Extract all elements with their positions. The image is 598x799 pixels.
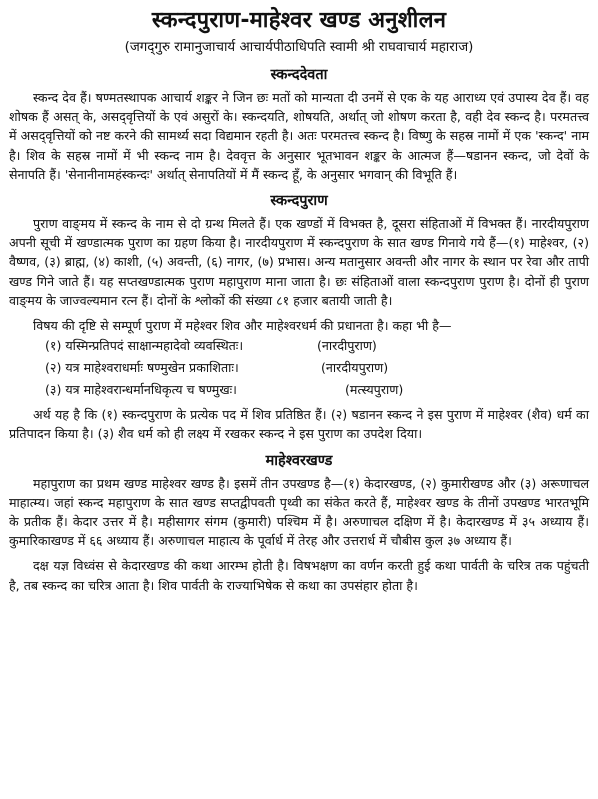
paragraph: स्कन्द देव हैं। षण्मतस्थापक आचार्य शङ्कर ने जिन छः मतों को मान्यता दी उनमें से एक के यह आराध्य एवं उपास्य देव हैं। वह शोषक हैं असत्‌ के, असद्‌वृत्तियों के एवं असुरों के। स्कन्दयति, शोषयति, अर्थात्‌ जो शोषण करता है, वही देव स्कन्द है। परमतत्त्व में असद्‌वृत्तियों को नष्ट करने की सामर्थ्य सदा विद्यमान रहती है। अतः परमतत्त्व स्कन्द है। विष्णु के सहस्र नामों में एक 'स्कन्द' नाम है। शिव के सहस्र नामों में भी स्कन्द नाम है। देववृत्त के अनुसार भूतभावन शङ्कर के आत्मज हैं—षडानन स्कन्द, जो देवों के सेनापति हैं। 'सेनानीनामहंस्कन्दः' अर्थात्‌ सेनापतियों में मैं स्कन्द हूँ, के अनुसार भगवान्‌ की विभूति हैं। [9, 90, 589, 182]
section-heading: स्कन्दपुराण [270, 193, 328, 210]
section-heading: माहेश्वरखण्ड [265, 452, 333, 469]
paragraph: महापुराण का प्रथम खण्ड माहेश्वर खण्ड है। इसमें तीन उपखण्ड है—(१) केदारखण्ड, (२) कुमारीखण्ड और (३) अरूणाचल माहात्म्य। जहां स्कन्द महापुराण के सात खण्ड सप्तद्वीपवती पृथ्वी का संकेत करते हैं, माहेश्वर खण्ड के तीनों उपखण्ड भारतभूमि के प्रतीक हैं। केदार उत्तर में है। महीसागर संगम (कुमारी) पश्चिम में है। अरुणाचल दक्षिण में है। केदारखण्ड में ३५ अध्याय हैं। कुमारिकाखण्ड में ६६ अध्याय हैं। अरुणाचल माहात्य के पूर्वार्ध में तेरह और उत्तरार्ध में चौबीस कुल ३७ अध्याय हैं। [9, 475, 589, 549]
page-title: स्कन्दपुराण-माहेश्वर खण्ड अनुशीलन [151, 8, 447, 33]
page-subtitle: (जगद्‌गुरु रामानुजाचार्य आचार्यपीठाधिपति स्वामी श्री राघवाचार्य महाराज) [124, 40, 474, 55]
verse-line [9, 335, 589, 357]
section-skandapurana [9, 190, 589, 444]
verse-line [9, 357, 589, 379]
verse-line [9, 379, 589, 401]
section-maheshwarkhand [9, 450, 589, 595]
paragraph: अर्थ यह है कि (१) स्कन्दपुराण के प्रत्येक पद में शिव प्रतिष्ठित हैं। (२) षडानन स्कन्द ने इस पुराण में माहेश्वर (शैव) धर्म का प्रतिपादन किया है। (३) शैव धर्म को ही लक्ष्य में रखकर स्कन्द ने इस पुराण का उपदेश दिया। [9, 407, 589, 442]
verse-source: (नारदीयपुराण) [321, 360, 389, 376]
verse-source: (नारदीपुराण) [317, 338, 377, 354]
paragraph: विषय की दृष्टि से सम्पूर्ण पुराण में महेश्वर शिव और माहेश्वरधर्म की प्रधानता है। कहा भी है— [33, 318, 452, 334]
section-heading: स्कन्ददेवता [270, 67, 328, 83]
verse-text: (२) यत्र माहेश्वराधर्माः षण्मुखेन प्रकाशिताः। [45, 360, 239, 376]
paragraph: पुराण वाङ्‌मय में स्कन्द के नाम से दो ग्रन्थ मिलते हैं। एक खण्डों में विभक्त है, दूसरा संहिताओं में विभक्त हैं। नारदीयपुराण अपनी सूची में खण्डात्मक पुराण का ग्रहण किया है। नारदीयपुराण में स्कन्दपुराण के सात खण्ड गिनाये गये हैं—(१) माहेश्वर, (२) वैष्णव, (३) ब्राह्म, (४) काशी, (५) अवन्ती, (६) नागर, (७) प्रभास। अन्य मतानुसार अवन्ती और नागर के स्थान पर रेवा और तापी खण्ड गिने जाते हैं। यह सप्तखण्डात्मक पुराण महापुराण माना जाता है। छः संहिताओं वाला स्कन्दपुराण पुराण है। दोनों ही पुराण वाङ्‌मय के जाज्वल्यमान रत्न हैं। दोनों के श्लोकों की संख्या ८१ हजार बतायी जाती है। [9, 216, 589, 308]
section-skandadevata [9, 64, 589, 184]
verse-text: (३) यत्र माहेश्वरान्धर्मानधिकृत्य च षण्मुखः। [45, 382, 237, 398]
verse-text: (१) यस्मिन्प्रतिपदं साक्षान्महादेवो व्यवस्थितः। [45, 338, 244, 354]
paragraph: दक्ष यज्ञ विध्वंस से केदारखण्ड की कथा आरम्भ होती है। विषभक्षण का वर्णन करती हुई कथा पार्वती के चरित्र तक पहुंचती है, तब स्कन्द का चरित्र आता है। शिव पार्वती के राज्याभिषेक से कथा का उपसंहार होता है। [9, 558, 589, 593]
verse-source: (मत्स्यपुराण) [345, 382, 404, 398]
